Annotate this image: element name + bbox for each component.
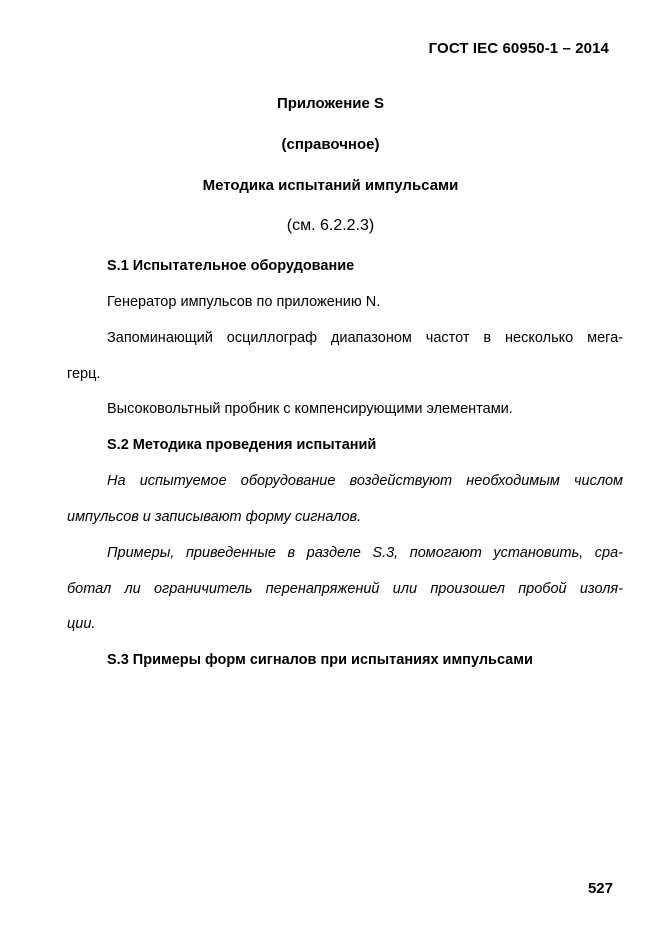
s1-paragraph-2-line-1: Запоминающий осциллограф диапазоном частот в несколько мега- [107,330,623,346]
s2-paragraph-1-line-1: На испытуемое оборудование воздействуют необходимым числом [107,473,623,489]
appendix-name: Методика испытаний импульсами [202,177,459,194]
section-s2-heading: S.2 Методика проведения испытаний [107,437,377,453]
s1-paragraph-1: Генератор импульсов по приложению N. [107,294,381,310]
s2-paragraph-2-line-2: ботал ли ограничитель перенапряжений или произошел пробой изоля- [67,581,623,597]
appendix-status: (справочное) [281,136,380,153]
s1-paragraph-2-line-2: герц. [67,366,101,382]
section-s1-heading: S.1 Испытательное оборудование [107,258,355,274]
appendix-title: Приложение S [276,95,385,112]
s2-paragraph-2-line-3: ции. [67,616,96,632]
s1-paragraph-3: Высоковольтный пробник с компенсирующими элементами. [107,401,513,417]
appendix-reference: (см. 6.2.2.3) [286,217,375,234]
section-s3-heading: S.3 Примеры форм сигналов при испытаниях импульсами [107,652,533,668]
page-number: 527 [587,880,613,897]
s2-paragraph-2-line-1: Примеры, приведенные в разделе S.3, помогают установить, сра- [107,545,623,561]
s2-paragraph-1-line-2: импульсов и записывают форму сигналов. [67,509,362,525]
standard-header: ГОСТ IEC 60950-1 – 2014 [428,40,609,57]
